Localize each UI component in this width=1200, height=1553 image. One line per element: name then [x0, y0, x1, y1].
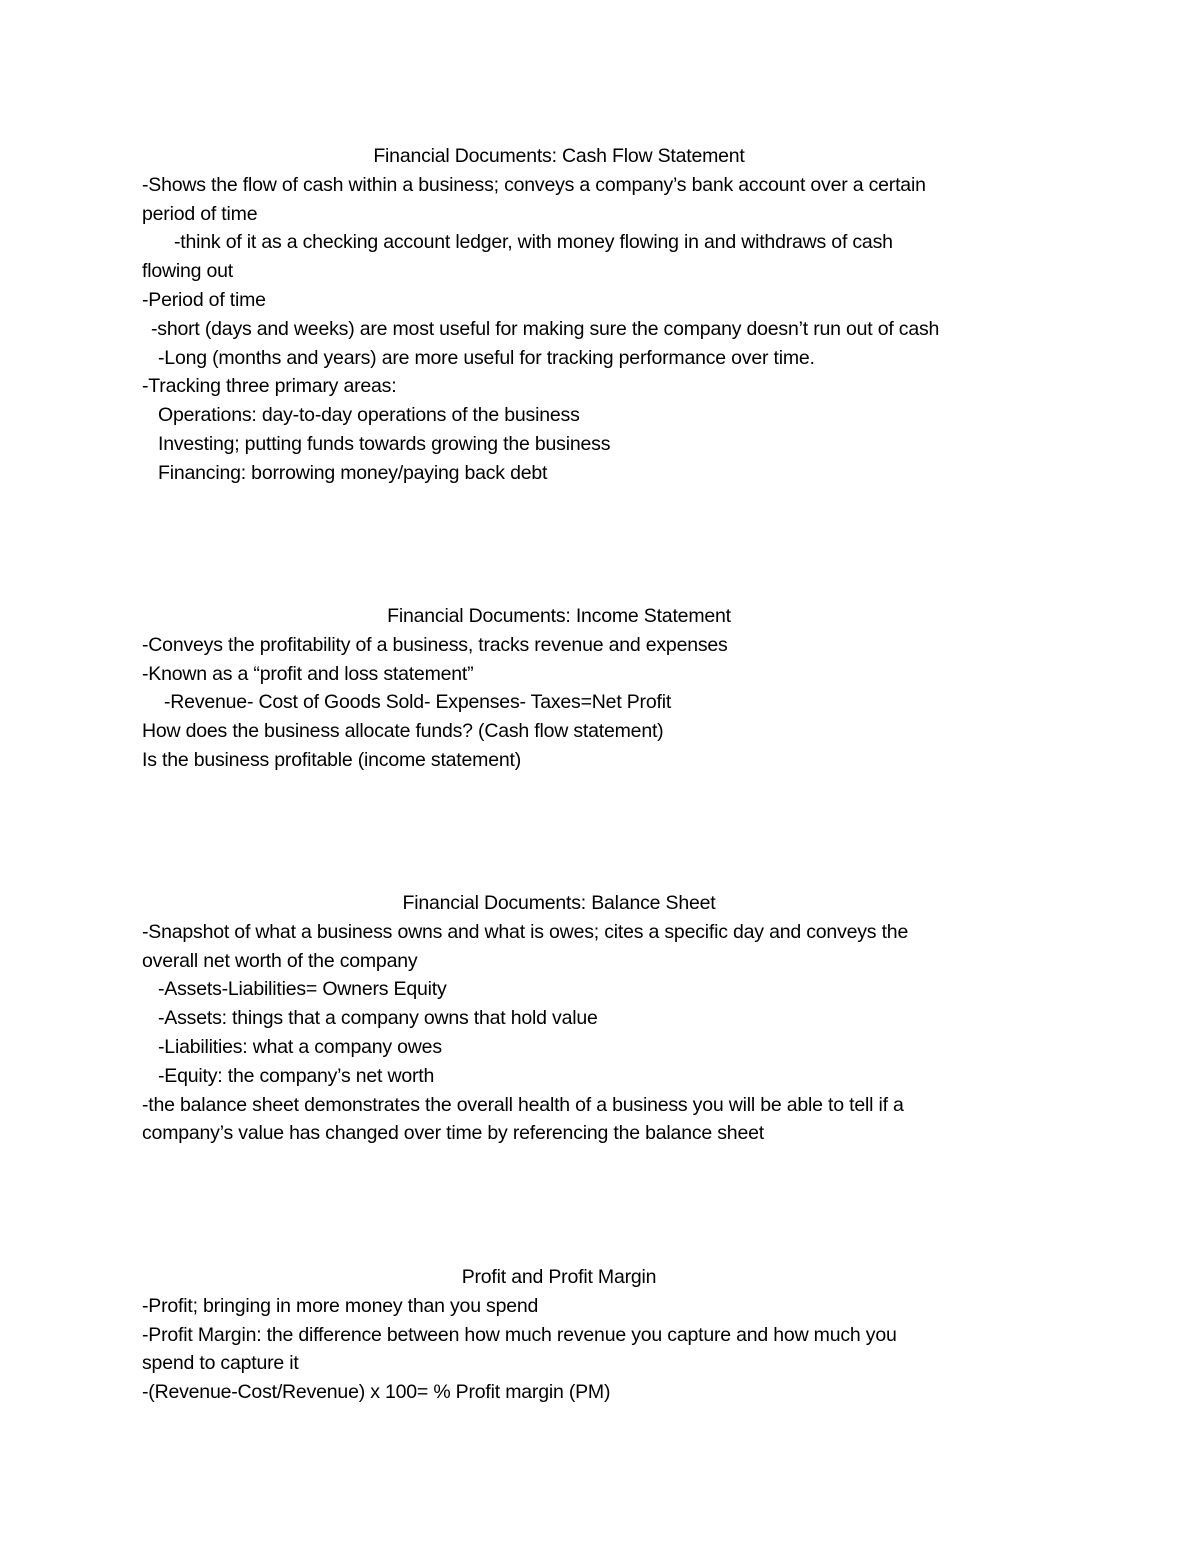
text-line: -Period of time	[142, 288, 266, 311]
text-line: -Snapshot of what a business owns and what is owes; cites a specific day and conveys the	[142, 920, 909, 943]
section-heading: Financial Documents: Income Statement	[387, 605, 731, 627]
text-line: period of time	[142, 202, 258, 225]
section-heading: Financial Documents: Cash Flow Statement	[373, 145, 745, 167]
text-line: How does the business allocate funds? (Cash flow statement)	[142, 720, 664, 743]
text-line: flowing out	[142, 260, 234, 283]
text-line: Financing: borrowing money/paying back debt	[158, 461, 548, 484]
text-line: -Profit; bringing in more money than you spend	[142, 1294, 539, 1317]
text-line: -short (days and weeks) are most useful for making sure the company doesn’t run out of cash	[151, 317, 940, 340]
text-line: -Assets-Liabilities= Owners Equity	[158, 978, 447, 1001]
text-line: Investing; putting funds towards growing the business	[158, 432, 611, 455]
text-line: -Tracking three primary areas:	[142, 375, 397, 398]
text-line: -think of it as a checking account ledger, with money flowing in and withdraws of cash	[174, 231, 893, 254]
text-line: -Long (months and years) are more useful for tracking performance over time.	[158, 346, 815, 369]
section-profit-margin	[142, 1263, 1052, 1407]
text-line: -Profit Margin: the difference between how much revenue you capture and how much you	[142, 1323, 897, 1346]
text-line: company’s value has changed over time by referencing the balance sheet	[142, 1122, 764, 1145]
text-line: spend to capture it	[142, 1352, 299, 1375]
section-cash-flow-statement	[142, 142, 1052, 488]
text-line: -Known as a “profit and loss statement”	[142, 662, 474, 685]
text-line: Is the business profitable (income statement)	[142, 748, 522, 771]
text-line: -Revenue- Cost of Goods Sold- Expenses- Taxes=Net Profit	[164, 691, 672, 714]
text-line: -Conveys the profitability of a business, tracks revenue and expenses	[142, 633, 728, 656]
text-line: -Liabilities: what a company owes	[158, 1035, 442, 1058]
section-balance-sheet	[142, 889, 1052, 1148]
text-line: -Shows the flow of cash within a business; conveys a company’s bank account over a certain	[142, 173, 926, 196]
text-line: Operations: day-to-day operations of the business	[158, 404, 580, 427]
section-heading: Profit and Profit Margin	[461, 1266, 657, 1288]
text-line: -Assets: things that a company owns that hold value	[158, 1007, 598, 1030]
section-income-statement	[142, 602, 1052, 775]
section-heading: Financial Documents: Balance Sheet	[402, 892, 716, 914]
text-line: -(Revenue-Cost/Revenue) x 100= % Profit margin (PM)	[142, 1381, 611, 1404]
text-line: -Equity: the company’s net worth	[158, 1064, 435, 1087]
text-line: overall net worth of the company	[142, 949, 418, 972]
text-line: -the balance sheet demonstrates the overall health of a business you will be able to tell if a	[142, 1093, 904, 1116]
